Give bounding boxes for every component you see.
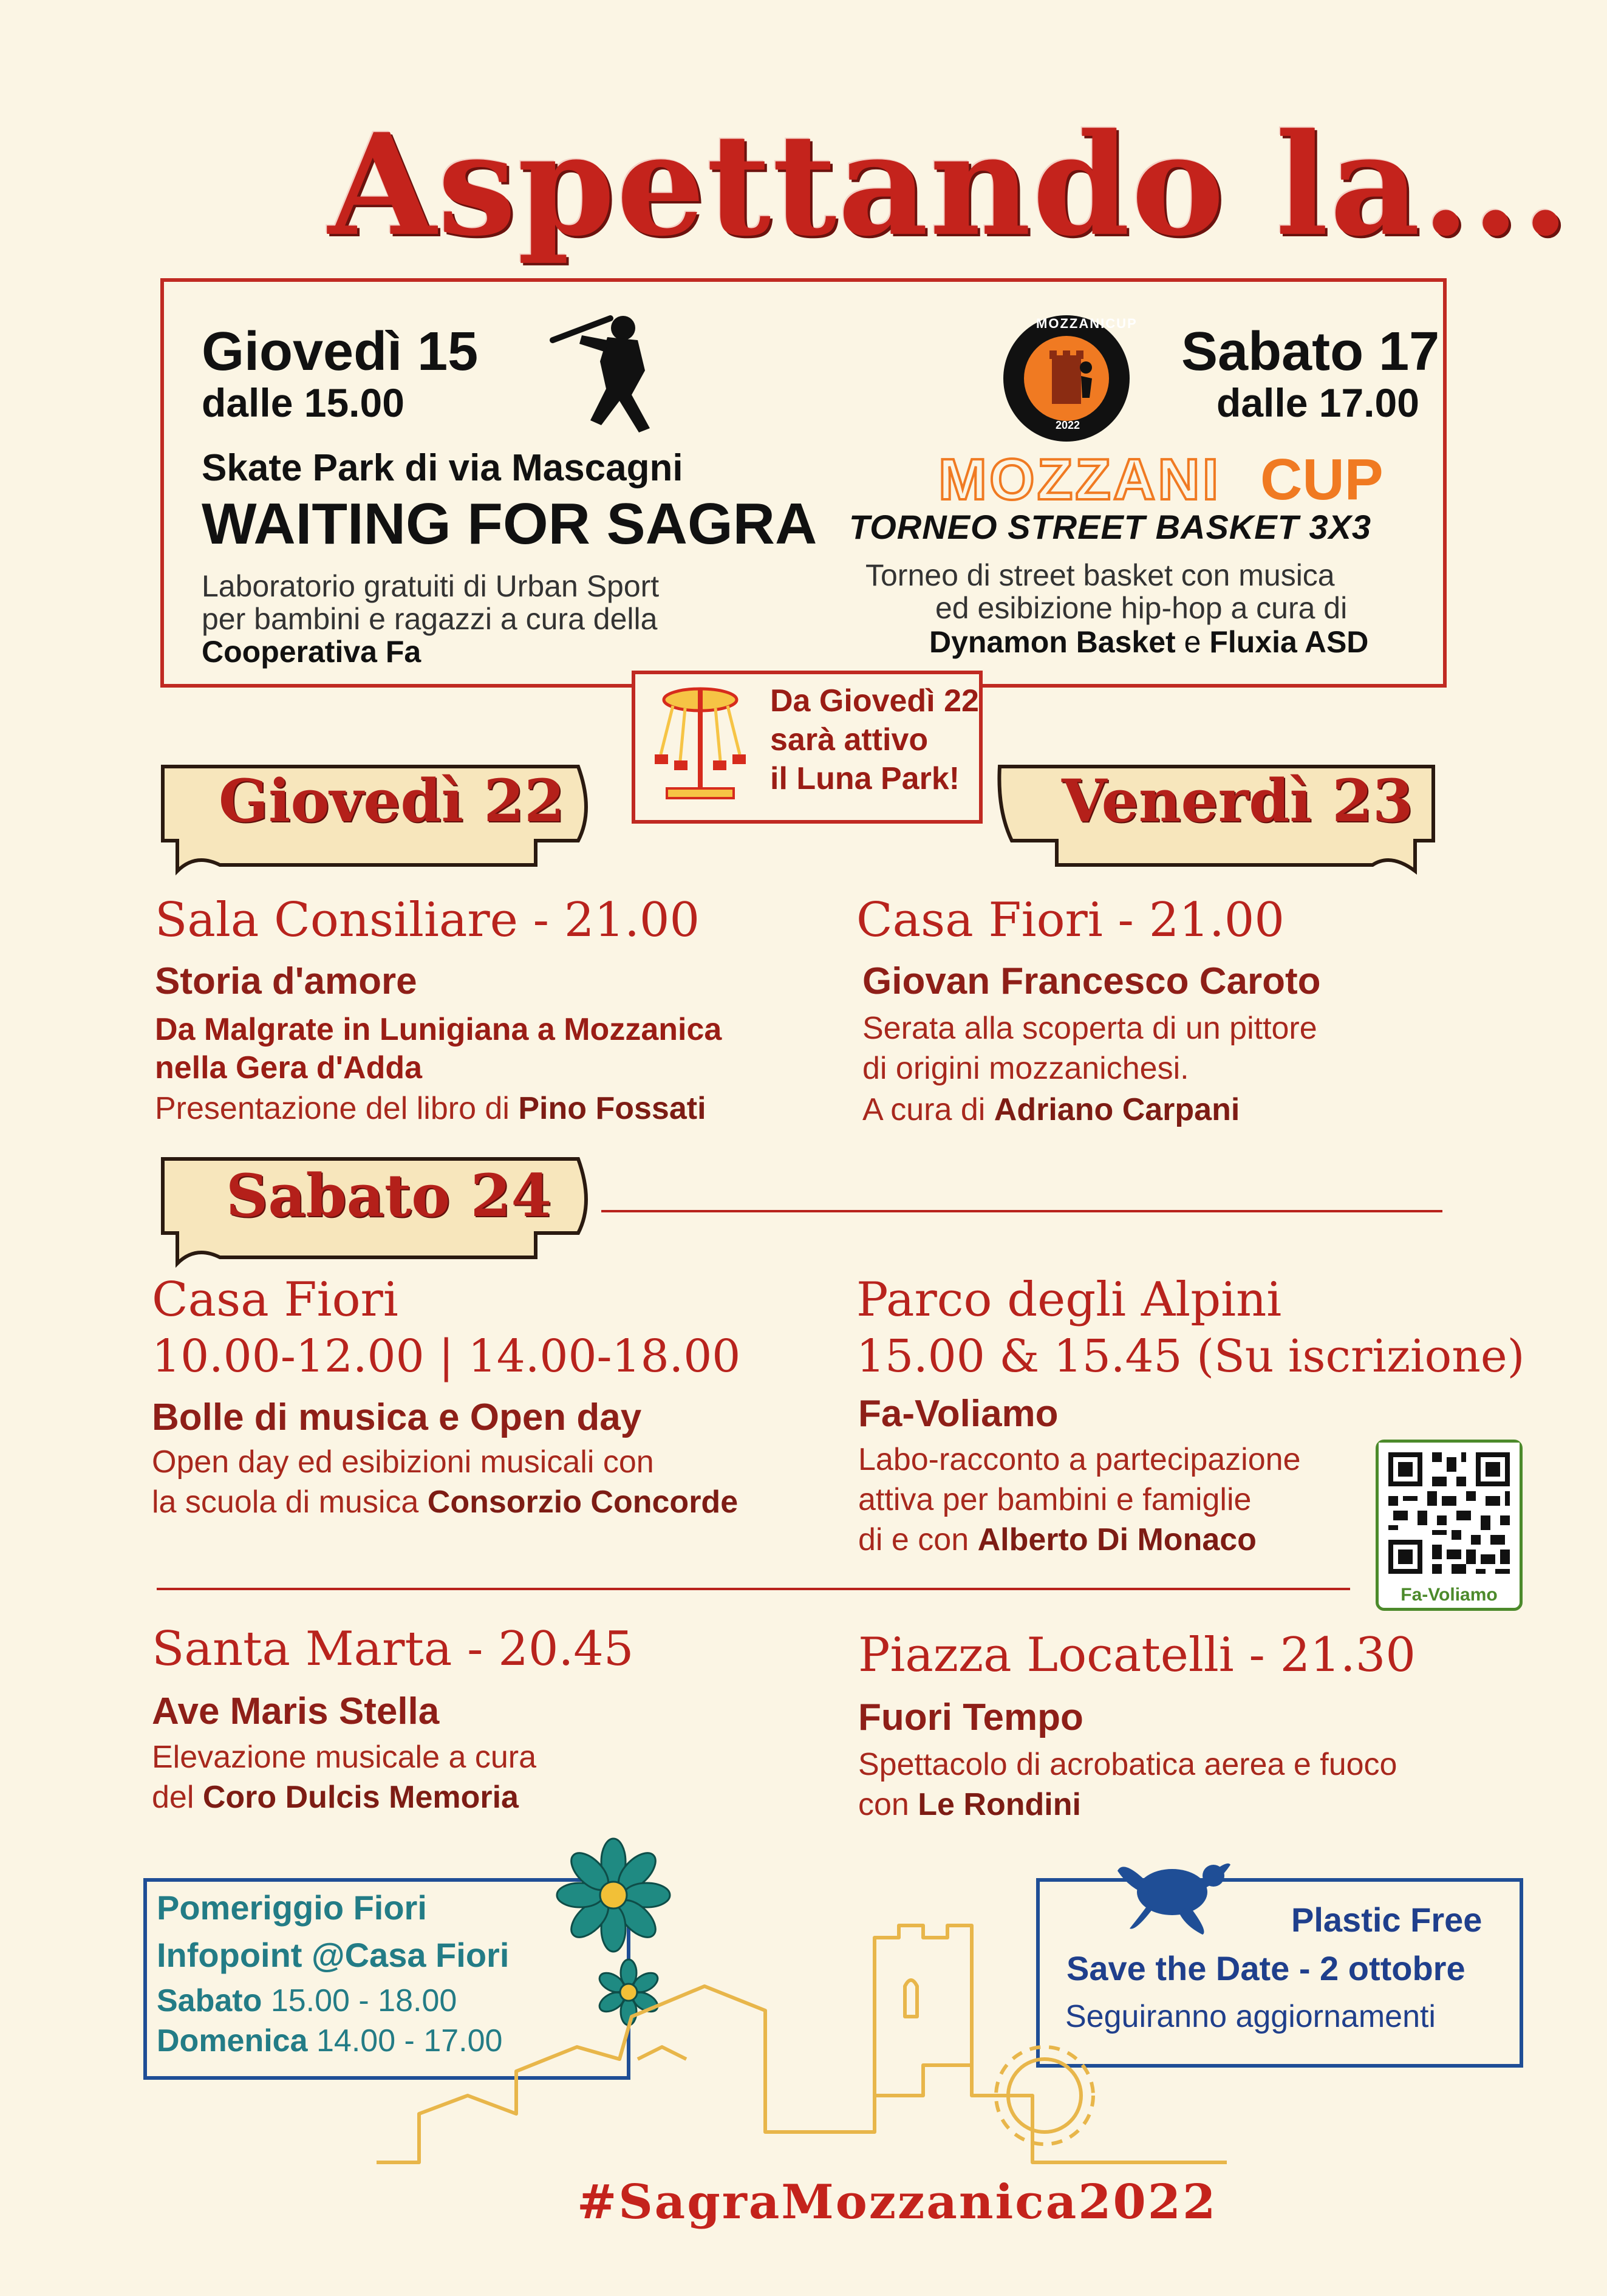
sat-label: Sabato xyxy=(157,1983,262,2018)
top-left-time: dalle 15.00 xyxy=(202,380,404,425)
parco-head: Parco degli Alpini xyxy=(856,1273,1282,1327)
piazza-desc-2-text: con xyxy=(858,1787,909,1822)
qr-label: Fa-Voliamo xyxy=(1401,1585,1498,1605)
giovedi-sub-1: Da Malgrate in Lunigiana a Mozzanica xyxy=(155,1012,722,1047)
marta-head: Santa Marta - 20.45 xyxy=(152,1622,634,1676)
divider-sabato xyxy=(601,1210,1442,1212)
venerdi-desc-2: di origini mozzanichesi. xyxy=(862,1051,1189,1086)
piazza-org: Le Rondini xyxy=(918,1787,1081,1822)
venerdi-author: Adriano Carpani xyxy=(994,1092,1240,1127)
lunapark-line-1: Da Giovedì 22 xyxy=(770,683,979,719)
giovedi-desc-text: Presentazione del libro di xyxy=(155,1091,510,1126)
casa-desc-1: Open day ed esibizioni musicali con xyxy=(152,1444,654,1480)
piazza-desc-2 xyxy=(858,1785,1081,1825)
top-right-desc-2: ed esibizione hip-hop a cura di xyxy=(935,591,1348,625)
hashtag: #SagraMozzanica2022 xyxy=(577,2175,1218,2230)
page-title: Aspettando la... xyxy=(328,103,1571,267)
casa-head: Casa Fiori xyxy=(152,1273,398,1327)
parco-desc-3 xyxy=(858,1520,1257,1560)
top-left-day: Giovedì 15 xyxy=(202,321,479,382)
top-right-day: Sabato 17 xyxy=(1181,321,1440,382)
top-right-orgs xyxy=(929,624,1368,660)
piazza-event: Fuori Tempo xyxy=(858,1696,1083,1738)
venerdi-desc-3 xyxy=(862,1090,1240,1130)
baseball-player-icon xyxy=(534,304,674,443)
top-left-desc-2: per bambini e ragazzi a cura della xyxy=(202,602,658,636)
lunapark-line-3: il Luna Park! xyxy=(770,761,960,796)
sat-time: 15.00 - 18.00 xyxy=(270,1983,457,2018)
marta-desc-2 xyxy=(152,1777,519,1817)
piazza-desc-1: Spettacolo di acrobatica aerea e fuoco xyxy=(858,1747,1397,1782)
top-left-org: Cooperativa Fa xyxy=(202,635,421,669)
carousel-icon xyxy=(649,682,752,803)
sun-time: 14.00 - 17.00 xyxy=(316,2023,503,2059)
mozzani-brand: MOZZANI xyxy=(938,447,1221,512)
parco-time: 15.00 & 15.45 (Su iscrizione) xyxy=(856,1330,1525,1382)
label-sabato: Sabato 24 xyxy=(226,1161,552,1230)
parco-event: Fa-Voliamo xyxy=(858,1393,1059,1435)
pomeriggio-line-1: Pomeriggio Fiori xyxy=(157,1888,427,1927)
pomeriggio-line-2: Infopoint @Casa Fiori xyxy=(157,1936,510,1974)
cup-brand: CUP xyxy=(1260,447,1384,512)
casa-desc-2 xyxy=(152,1482,738,1522)
venerdi-desc-1: Serata alla scoperta di un pittore xyxy=(862,1011,1317,1046)
casa-desc-2-text: la scuola di musica xyxy=(152,1485,419,1520)
org-fluxia: Fluxia ASD xyxy=(1209,625,1369,659)
lunapark-line-2: sarà attivo xyxy=(770,722,929,757)
torneo-tagline: TORNEO STREET BASKET 3X3 xyxy=(849,508,1372,546)
casa-time: 10.00-12.00 | 14.00-18.00 xyxy=(152,1330,741,1382)
label-giovedi: Giovedì 22 xyxy=(219,767,565,835)
org-dynamon: Dynamon Basket xyxy=(929,625,1176,659)
giovedi-desc xyxy=(155,1088,706,1129)
parco-desc-2: attiva per bambini e famiglie xyxy=(858,1482,1252,1517)
parco-desc-1: Labo-racconto a partecipazione xyxy=(858,1442,1301,1477)
plastic-line-2: Save the Date - 2 ottobre xyxy=(1066,1949,1465,1987)
parco-author: Alberto Di Monaco xyxy=(977,1522,1257,1557)
top-left-place: Skate Park di via Mascagni xyxy=(202,447,683,489)
logo-badge-year: 2022 xyxy=(1056,419,1080,431)
divider-evening xyxy=(157,1588,1350,1590)
marta-desc-2-text: del xyxy=(152,1780,194,1815)
top-left-event: WAITING FOR SAGRA xyxy=(202,491,817,556)
venerdi-head: Casa Fiori - 21.00 xyxy=(856,893,1285,948)
giovedi-head: Sala Consiliare - 21.00 xyxy=(155,893,700,948)
top-right-time: dalle 17.00 xyxy=(1216,380,1419,425)
marta-desc-1: Elevazione musicale a cura xyxy=(152,1740,536,1775)
venerdi-event: Giovan Francesco Caroto xyxy=(862,960,1321,1002)
giovedi-author: Pino Fossati xyxy=(518,1091,706,1126)
parco-desc-3-text: di e con xyxy=(858,1522,969,1557)
skyline-illustration xyxy=(377,1913,1257,2181)
giovedi-event: Storia d'amore xyxy=(155,960,417,1002)
top-right-desc-1: Torneo di street basket con musica xyxy=(865,558,1335,592)
sun-label: Domenica xyxy=(157,2023,308,2059)
logo-badge-top: MOZZANICUP xyxy=(1036,316,1138,331)
org-conj: e xyxy=(1184,625,1201,659)
qr-code-box[interactable] xyxy=(1376,1440,1523,1611)
casa-event: Bolle di musica e Open day xyxy=(152,1396,642,1438)
venerdi-desc-3-text: A cura di xyxy=(862,1092,986,1127)
qr-code-icon xyxy=(1379,1443,1520,1584)
marta-event: Ave Maris Stella xyxy=(152,1690,440,1732)
marta-org: Coro Dulcis Memoria xyxy=(202,1780,519,1815)
casa-org: Consorzio Concorde xyxy=(427,1485,739,1520)
plastic-line-1: Plastic Free xyxy=(1291,1901,1482,1939)
giovedi-sub-2: nella Gera d'Adda xyxy=(155,1050,423,1085)
plastic-line-3: Seguiranno aggiornamenti xyxy=(1065,1999,1436,2034)
label-venerdi: Venerdì 23 xyxy=(1062,767,1413,835)
piazza-head: Piazza Locatelli - 21.30 xyxy=(858,1628,1416,1683)
top-left-desc-1: Laboratorio gratuiti di Urban Sport xyxy=(202,569,660,603)
